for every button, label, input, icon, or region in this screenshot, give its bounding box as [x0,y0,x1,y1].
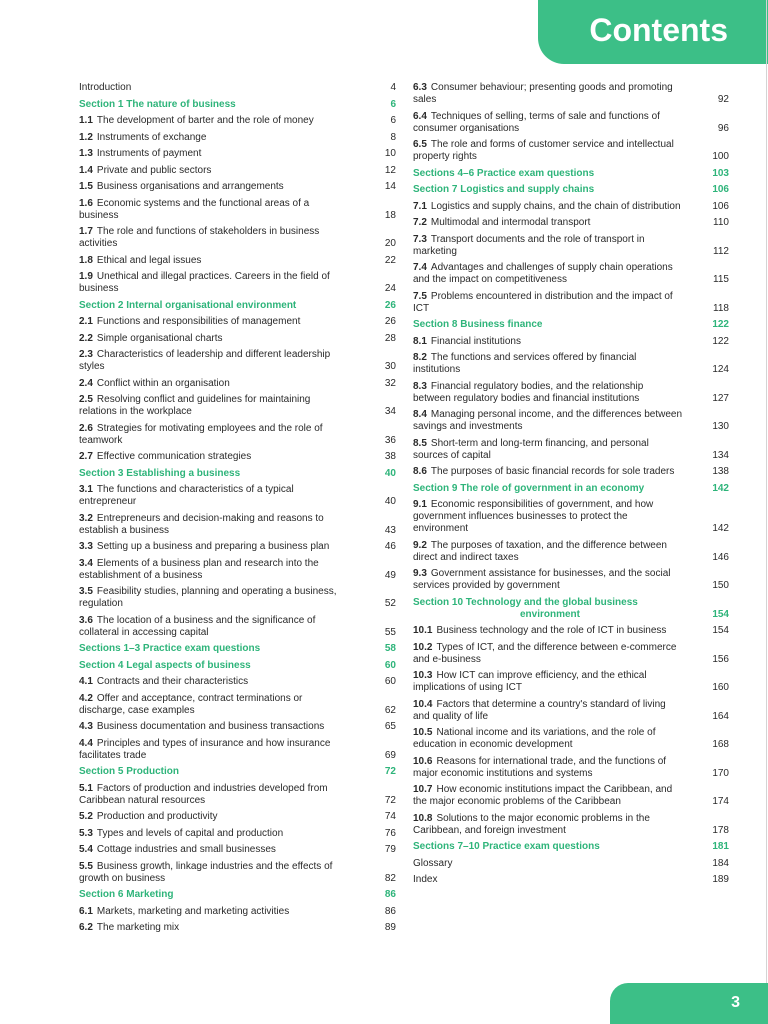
toc-topic-number: 8.2 [413,352,427,363]
toc-page-number: 26 [384,316,396,327]
toc-topic-entry[interactable] [413,139,729,163]
toc-topic-number: 8.3 [413,380,427,392]
toc-page-number: 62 [384,704,396,716]
toc-page-number: 110 [713,217,729,228]
toc-page-number: 142 [712,482,729,494]
toc-page-number: 14 [384,181,396,192]
toc-page-number: 134 [712,449,729,461]
toc-page-number: 69 [384,749,396,761]
toc-topic-number: 9.1 [413,499,427,510]
toc-topic-entry[interactable] [79,828,396,840]
toc-topic-title: Solutions to the major economic problems in the Caribbean, and foreign investment [413,812,650,836]
toc-topic-entry[interactable] [79,255,396,267]
toc-topic-number: 7.1 [413,200,427,212]
toc-topic-title: How ICT can improve efficiency, and the ethical implications of using ICT [413,670,647,693]
toc-page-number: 34 [384,406,396,417]
toc-page-number: 6 [390,115,396,126]
toc-topic-entry[interactable] [79,451,396,463]
toc-page-number: 28 [384,332,396,344]
toc-topic-title: The purposes of taxation, and the difference between direct and indirect taxes [413,539,667,563]
toc-topic-number: 7.4 [413,262,427,273]
toc-entry[interactable] [79,82,396,94]
toc-topic-entry[interactable] [79,738,396,762]
toc-page-number: 18 [384,209,396,221]
toc-topic-entry[interactable] [413,499,729,535]
toc-topic-entry[interactable] [413,201,729,213]
toc-topic-entry[interactable] [79,181,396,193]
toc-page-number: 65 [384,721,396,732]
toc-topic-number: 1.3 [79,148,93,159]
toc-topic-title: Setting up a business and preparing a business plan [96,541,330,552]
toc-section-heading[interactable] [413,319,729,331]
toc-topic-number: 3.6 [79,614,93,626]
toc-page-number: 40 [384,467,396,479]
toc-section-heading[interactable] [413,597,729,621]
toc-topic-entry[interactable] [413,291,729,315]
toc-page-number: 156 [712,653,729,665]
toc-topic-title: Business technology and the role of ICT in business [436,625,667,636]
toc-section-heading[interactable] [79,643,396,655]
toc-topic-title: Principles and types of insurance and how insurance facilitates trade [79,737,331,761]
toc-left-column [79,82,396,939]
toc-topic-title: Factors that determine a country's standard of living and quality of life [413,698,666,722]
toc-topic-title: Conflict within an organisation [96,377,230,389]
page-number-tab [610,983,768,1024]
toc-page-number: 168 [712,739,729,750]
toc-page-number: 115 [713,274,729,285]
toc-topic-entry[interactable] [79,316,396,328]
toc-topic-number: 5.1 [79,782,93,794]
toc-section-heading[interactable] [79,889,396,901]
toc-topic-entry[interactable] [79,861,396,885]
toc-topic-title: Business documentation and business transactions [96,721,325,732]
toc-topic-title: Problems encountered in distribution and the impact of ICT [413,290,673,314]
toc-section-title: Sections 7–10 Practice exam questions [413,841,600,852]
toc-page-number: 8 [390,131,396,143]
toc-topic-number: 1.9 [79,271,93,282]
toc-page-number: 181 [712,841,729,852]
toc-topic-title: Characteristics of leadership and different leadership styles [79,349,331,372]
toc-section-title: Section 2 Internal organisational environment [79,299,297,311]
toc-page-number: 170 [712,767,729,779]
toc-topic-number: 7.2 [413,217,427,228]
toc-topic-title: Short-term and long-term financing, and personal sources of capital [413,437,649,461]
toc-page-number: 106 [712,184,729,195]
toc-section-title: Section 9 The role of government in an economy [413,482,645,494]
toc-topic-number: 1.8 [79,254,93,266]
toc-page-number: 52 [384,598,396,609]
toc-topic-title: Business organisations and arrangements [96,181,284,192]
toc-topic-title: The location of a business and the significance of collateral in accessing capital [79,614,316,638]
toc-topic-entry[interactable] [79,693,396,717]
toc-topic-number: 10.8 [413,812,433,824]
toc-page-number: 154 [712,608,729,620]
toc-page-number: 178 [712,824,729,836]
toc-topic-number: 6.1 [79,905,93,917]
toc-topic-title: Reasons for international trade, and the functions of major economic institutions and systems [413,755,667,779]
toc-topic-entry[interactable] [79,922,396,934]
toc-page-number: 46 [384,541,396,552]
toc-topic-number: 6.5 [413,139,427,150]
toc-topic-entry[interactable] [413,111,729,135]
toc-page-number: 118 [713,302,729,314]
toc-topic-title: Transport documents and the role of transport in marketing [413,233,645,257]
toc-topic-title: Private and public sectors [96,164,212,176]
toc-topic-entry[interactable] [79,783,396,807]
toc-topic-title: Markets, marketing and marketing activities [96,905,290,917]
toc-topic-title: The development of barter and the role of money [96,115,314,126]
toc-page-number: 96 [717,122,729,134]
toc-topic-title: Production and productivity [96,811,218,822]
toc-topic-entry[interactable] [413,813,729,837]
toc-topic-title: Effective communication strategies [96,451,252,462]
toc-topic-title: Cottage industries and small businesses [96,844,276,855]
toc-section-title: Sections 4–6 Practice exam questions [413,167,595,179]
toc-topic-title: The functions and services offered by financial institutions [413,352,637,375]
toc-topic-entry[interactable] [413,262,729,286]
toc-topic-number: 2.1 [79,316,93,327]
toc-page-number: 55 [384,626,396,638]
toc-topic-entry[interactable] [413,540,729,564]
toc-topic-number: 7.5 [413,290,427,302]
toc-topic-title: Multimodal and intermodal transport [430,217,591,228]
toc-section-title: Section 4 Legal aspects of business [79,659,251,671]
toc-page-number: 122 [712,335,729,347]
toc-topic-title: The purposes of basic financial records for sole traders [430,466,675,477]
toc-topic-entry[interactable] [79,513,396,537]
toc-section-heading[interactable] [413,841,729,853]
toc-page-number: 164 [712,710,729,722]
toc-section-title: Section 8 Business finance [413,319,543,330]
toc-topic-entry[interactable] [79,906,396,918]
toc-topic-title: Unethical and illegal practices. Careers in the field of business [79,271,330,294]
toc-page-number: 112 [713,245,729,257]
toc-topic-title: Simple organisational charts [96,332,223,344]
toc-topic-entry[interactable] [79,349,396,373]
toc-topic-entry[interactable] [79,811,396,823]
toc-topic-title: National income and its variations, and the role of education in economic development [413,727,656,750]
toc-topic-number: 3.2 [79,512,93,524]
toc-topic-number: 8.5 [413,437,427,449]
toc-page-number: 76 [384,827,396,839]
toc-topic-number: 5.3 [79,827,93,839]
toc-topic-number: 2.2 [79,332,93,344]
toc-section-title: Section 10 Technology and the global business [413,596,638,608]
toc-topic-title: Types of ICT, and the difference between e-commerce and e-business [413,641,677,665]
toc-page-number: 146 [712,551,729,563]
toc-page-number: 122 [712,319,729,330]
toc-topic-title: Instruments of payment [96,148,202,159]
toc-topic-title: Elements of a business plan and research into the establishment of a business [79,557,319,581]
toc-entry[interactable] [413,858,729,870]
toc-topic-entry[interactable] [79,132,396,144]
toc-page-number: 12 [384,164,396,176]
toc-topic-entry[interactable] [413,670,729,694]
toc-page-number: 4 [390,82,396,93]
toc-topic-entry[interactable] [413,699,729,723]
toc-entry[interactable] [413,874,729,886]
toc-topic-entry[interactable] [413,82,729,106]
toc-topic-number: 1.1 [79,115,93,126]
toc-page-number: 82 [384,872,396,884]
toc-topic-title: Economic responsibilities of government, and how government influences businesses to protect the environment [413,499,654,534]
toc-topic-entry[interactable] [413,642,729,666]
toc-topic-entry[interactable] [79,844,396,856]
toc-page-number: 103 [712,167,729,179]
toc-section-heading[interactable] [79,766,396,778]
toc-page-number: 20 [384,238,396,249]
toc-topic-number: 8.4 [413,409,427,420]
toc-topic-title: Functions and responsibilities of management [96,316,301,327]
toc-topic-title: Financial regulatory bodies, and the relationship between regulatory bodies and financial institutions [413,380,644,404]
toc-topic-number: 3.5 [79,586,93,597]
toc-topic-title: Advantages and challenges of supply chain operations and the impact on competitiveness [413,262,673,285]
toc-page-number: 10 [384,148,396,159]
toc-page-number: 22 [384,254,396,266]
toc-topic-number: 10.2 [413,641,433,653]
toc-topic-number: 2.7 [79,451,93,462]
toc-topic-number: 1.5 [79,181,93,192]
toc-page-number: 32 [384,377,396,389]
toc-page-number: 24 [384,283,396,294]
toc-topic-entry[interactable] [413,381,729,405]
toc-topic-title: The role and functions of stakeholders in business activities [79,226,320,249]
toc-topic-number: 3.3 [79,541,93,552]
toc-page-number: 184 [712,857,729,869]
toc-page-number: 150 [712,580,729,591]
toc-topic-title: Ethical and legal issues [96,254,202,266]
toc-topic-title: Factors of production and industries developed from Caribbean natural resources [79,782,328,806]
toc-topic-entry[interactable] [413,438,729,462]
toc-topic-number: 4.4 [79,737,93,749]
toc-section-heading[interactable] [79,99,396,111]
toc-topic-entry[interactable] [413,625,729,637]
toc-page-number: 6 [390,98,396,110]
toc-section-heading[interactable] [79,468,396,480]
toc-topic-number: 6.3 [413,82,427,93]
toc-topic-entry[interactable] [79,586,396,610]
toc-topic-title: Feasibility studies, planning and operating a business, regulation [79,586,337,609]
toc-topic-number: 10.7 [413,784,433,795]
toc-page-number: 189 [712,874,729,885]
toc-topic-title: Economic systems and the functional areas of a business [79,197,310,221]
toc-topic-entry[interactable] [79,558,396,582]
toc-topic-entry[interactable] [79,378,396,390]
toc-topic-entry[interactable] [79,484,396,508]
toc-page-number: 40 [384,496,396,507]
toc-topic-number: 6.2 [79,922,93,933]
toc-page-number: 72 [384,794,396,806]
toc-page-number: 100 [712,151,729,162]
toc-page-number: 60 [384,659,396,671]
toc-topic-number: 5.5 [79,860,93,872]
toc-topic-entry[interactable] [79,165,396,177]
toc-topic-number: 2.3 [79,349,93,360]
toc-topic-entry[interactable] [413,234,729,258]
toc-topic-number: 1.2 [79,131,93,143]
toc-page-number: 38 [384,451,396,462]
toc-topic-title: How economic institutions impact the Caribbean, and the major economic problems of the Caribbean [413,784,673,807]
toc-section-heading[interactable] [413,168,729,180]
toc-page-number: 72 [384,766,396,777]
toc-topic-entry[interactable] [413,727,729,751]
toc-page-number: 89 [384,922,396,933]
toc-topic-entry[interactable] [79,333,396,345]
toc-topic-number: 10.6 [413,755,433,767]
toc-page-number: 127 [712,392,729,404]
toc-topic-number: 10.1 [413,625,433,636]
toc-topic-title: Types and levels of capital and production [96,827,284,839]
toc-topic-number: 2.4 [79,377,93,389]
toc-entry-title: Index [413,874,438,885]
page-edge-line [766,0,767,1024]
toc-topic-entry[interactable] [413,466,729,478]
toc-section-title: Section 3 Establishing a business [79,467,241,479]
toc-page-number: 138 [712,466,729,477]
toc-topic-entry[interactable] [79,115,396,127]
toc-topic-entry[interactable] [413,784,729,808]
toc-section-title: Section 1 The nature of business [79,98,236,110]
toc-section-title-continued: environment [519,608,580,620]
toc-topic-entry[interactable] [413,352,729,376]
toc-topic-title: Instruments of exchange [96,131,207,143]
toc-page-number: 58 [384,643,396,654]
toc-topic-entry[interactable] [413,756,729,780]
toc-topic-number: 9.2 [413,539,427,551]
toc-topic-number: 3.4 [79,557,93,569]
toc-topic-title: Logistics and supply chains, and the chain of distribution [430,200,681,212]
toc-section-title: Section 5 Production [79,766,180,777]
toc-topic-title: Consumer behaviour; presenting goods and promoting sales [413,82,673,105]
toc-topic-entry[interactable] [79,226,396,250]
toc-topic-number: 10.4 [413,698,433,710]
toc-topic-title: The functions and characteristics of a typical entrepreneur [79,484,294,507]
toc-topic-entry[interactable] [413,217,729,229]
toc-section-heading[interactable] [413,184,729,196]
toc-entry-title: Glossary [413,857,453,869]
toc-topic-number: 2.5 [79,394,93,405]
toc-topic-number: 10.5 [413,727,433,738]
toc-topic-number: 1.7 [79,226,93,237]
toc-topic-number: 4.3 [79,721,93,732]
toc-topic-entry[interactable] [413,568,729,592]
toc-section-heading[interactable] [79,300,396,312]
toc-page-number: 26 [384,299,396,311]
toc-topic-number: 6.4 [413,110,427,122]
toc-page-number: 36 [384,434,396,446]
toc-topic-entry[interactable] [79,423,396,447]
toc-topic-entry[interactable] [79,271,396,295]
toc-section-heading[interactable] [413,483,729,495]
toc-topic-entry[interactable] [79,541,396,553]
toc-topic-number: 8.1 [413,335,427,347]
toc-page-number: 60 [384,676,396,687]
toc-topic-entry[interactable] [79,615,396,639]
toc-topic-title: The marketing mix [96,922,180,933]
toc-section-title: Section 6 Marketing [79,889,174,900]
toc-page-number: 160 [712,682,729,693]
toc-entry-title: Introduction [79,82,132,93]
toc-topic-number: 5.4 [79,844,93,855]
toc-topic-number: 4.1 [79,676,93,687]
toc-page-number: 142 [712,523,729,534]
toc-page-number: 154 [712,625,729,636]
toc-right-column [413,82,729,891]
toc-page-number: 49 [384,569,396,581]
toc-page-number: 74 [384,811,396,822]
toc-topic-entry[interactable] [413,409,729,433]
page-title: Contents [589,12,728,48]
toc-topic-number: 4.2 [79,692,93,704]
toc-topic-entry[interactable] [413,336,729,348]
toc-page-number: 43 [384,524,396,536]
toc-topic-number: 5.2 [79,811,93,822]
toc-topic-title: Government assistance for businesses, and the social services provided by government [413,568,671,591]
toc-page-number: 130 [712,421,729,432]
toc-topic-title: Entrepreneurs and decision-making and reasons to establish a business [79,512,324,536]
toc-page-number: 174 [712,796,729,807]
toc-topic-title: Contracts and their characteristics [96,676,249,687]
toc-page-number: 86 [384,905,396,917]
toc-topic-number: 7.3 [413,233,427,245]
toc-topic-entry[interactable] [79,721,396,733]
toc-topic-entry[interactable] [79,676,396,688]
toc-topic-entry[interactable] [79,148,396,160]
toc-section-title: Section 7 Logistics and supply chains [413,184,595,195]
toc-topic-number: 10.3 [413,670,433,681]
toc-page-number: 79 [384,844,396,855]
toc-topic-number: 3.1 [79,484,93,495]
toc-page-number: 86 [384,889,396,900]
toc-topic-number: 8.6 [413,466,427,477]
toc-topic-title: Techniques of selling, terms of sale and functions of consumer organisations [413,110,660,134]
toc-topic-title: Offer and acceptance, contract terminations or discharge, case examples [79,692,303,716]
toc-topic-title: Financial institutions [430,335,521,347]
toc-topic-number: 2.6 [79,422,93,434]
toc-topic-number: 1.4 [79,164,93,176]
toc-topic-number: 1.6 [79,197,93,209]
toc-topic-title: Business growth, linkage industries and the effects of growth on business [79,860,333,884]
contents-header-tab [538,0,768,64]
toc-page-number: 30 [384,361,396,372]
toc-topic-title: The role and forms of customer service and intellectual property rights [413,139,674,162]
toc-page-number: 92 [717,94,729,105]
toc-section-heading[interactable] [79,660,396,672]
toc-section-title: Sections 1–3 Practice exam questions [79,643,261,654]
toc-topic-entry[interactable] [79,394,396,418]
toc-topic-title: Managing personal income, and the differences between savings and investments [413,409,682,432]
toc-topic-title: Resolving conflict and guidelines for maintaining relations in the workplace [79,394,311,417]
toc-topic-entry[interactable] [79,198,396,222]
toc-page-number: 106 [712,200,729,212]
toc-topic-number: 9.3 [413,568,427,579]
toc-topic-title: Strategies for motivating employees and the role of teamwork [79,422,323,446]
toc-page-number: 124 [712,364,729,375]
page-number: 3 [731,994,740,1011]
